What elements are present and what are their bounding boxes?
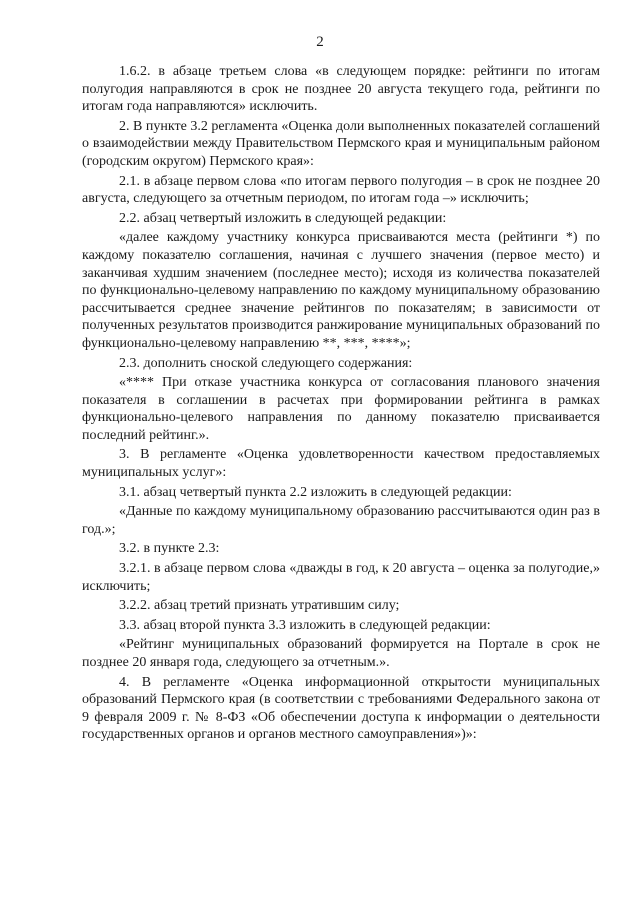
paragraph-2-2: 2.2. абзац четвертый изложить в следующей редакции: xyxy=(119,210,447,226)
paragraph-3-1-quote: «Данные по каждому муниципальному образованию рассчитываются один раз в год.»; xyxy=(82,504,600,537)
paragraph-2: 2. В пункте 3.2 регламента «Оценка доли выполненных показателей соглашений о взаимодействии между Правительством Пермского края и муниципальным районом (городским округом) Пермского края»: xyxy=(82,118,600,169)
paragraph-3-2-1: 3.2.1. в абзаце первом слова «дважды в год, к 20 августа – оценка за полугодие,» исключить; xyxy=(82,561,600,594)
paragraph-1-6-2: 1.6.2. в абзаце третьем слова «в следующем порядке: рейтинги по итогам полугодия направляются в срок не позднее 20 августа текущего года, рейтинги по итогам года направляются» исключить. xyxy=(82,64,600,115)
paragraph-2-2-quote: «далее каждому участнику конкурса присваиваются места (рейтинги *) по каждому показателю соглашения, начиная с лучшего значения (первое место) и заканчивая худшим значением (последнее место); исходя из количества показателей по функционально-целевому направлению по каждому муниципальному образованию рассчитывается среднее значение рейтингов по показателям; в зависимости от полученных результатов производится ранжирование муниципальных образований по функционально-целевому направлению **, ***, ****»; xyxy=(82,230,600,351)
paragraph-4: 4. В регламенте «Оценка информационной открытости муниципальных образований Пермского края (в соответствии с требованиями Федерального закона от 9 февраля 2009 г. № 8-ФЗ «Об обеспечении доступа к информации о деятельности государственных органов и органов местного самоуправления»)»: xyxy=(82,674,600,743)
paragraph-2-3-footnote: «**** При отказе участника конкурса от согласования планового значения показателя в соглашении в расчетах при формировании рейтинга в рамках функционально-целевого направления по данному показателю присваивается последний рейтинг.». xyxy=(82,375,600,443)
paragraph-3-2: 3.2. в пункте 2.3: xyxy=(119,541,220,557)
page-number: 2 xyxy=(316,34,324,50)
document-body xyxy=(82,63,600,744)
paragraph-3-3: 3.3. абзац второй пункта 3.3 изложить в следующей редакции: xyxy=(119,617,491,633)
paragraph-3: 3. В регламенте «Оценка удовлетворенности качеством предоставляемых муниципальных услуг»: xyxy=(82,447,600,481)
paragraph-3-3-quote: «Рейтинг муниципальных образований формируется на Портале в срок не позднее 20 января года, следующего за отчетным.». xyxy=(82,637,600,670)
paragraph-2-3: 2.3. дополнить сноской следующего содержания: xyxy=(119,355,413,371)
paragraph-3-1: 3.1. абзац четвертый пункта 2.2 изложить в следующей редакции: xyxy=(119,484,512,500)
paragraph-2-1: 2.1. в абзаце первом слова «по итогам первого полугодия – в срок не позднее 20 августа, следующего за отчетным периодом, по итогам года –» исключить; xyxy=(82,173,600,207)
paragraph-3-2-2: 3.2.2. абзац третий признать утратившим силу; xyxy=(119,598,400,614)
